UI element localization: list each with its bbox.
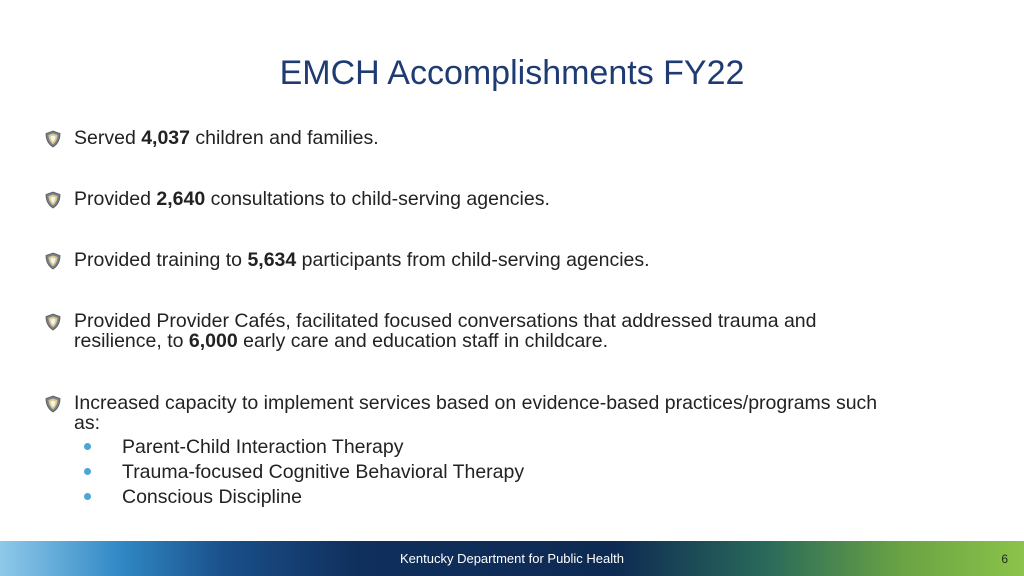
footer-bar [0, 541, 1024, 576]
footer-text: Kentucky Department for Public Health [400, 551, 624, 566]
dot-icon [84, 468, 91, 475]
shield-icon [44, 130, 62, 148]
sub-bullet-text: Conscious Discipline [122, 486, 302, 508]
sub-bullet-item [84, 486, 302, 508]
bullet-text: Increased capacity to implement services based on evidence-based practices/programs such as: [74, 392, 878, 434]
bullet-item [44, 393, 974, 433]
bullet-item [44, 189, 974, 209]
bullet-text: Provided training to 5,634 participants from child-serving agencies. [74, 249, 650, 271]
page-number: 6 [1001, 552, 1008, 566]
sub-bullet-item [84, 461, 524, 483]
slide-title: EMCH Accomplishments FY22 [279, 54, 745, 92]
bullet-text: Provided 2,640 consultations to child-serving agencies. [74, 188, 550, 210]
bullet-text: Served 4,037 children and families. [74, 127, 379, 149]
sub-bullet-item [84, 436, 403, 458]
bullet-item [44, 311, 974, 351]
sub-bullet-text: Trauma-focused Cognitive Behavioral Therapy [122, 461, 525, 483]
bullet-item [44, 250, 974, 270]
shield-icon [44, 191, 62, 209]
shield-icon [44, 395, 62, 413]
shield-icon [44, 313, 62, 331]
shield-icon [44, 252, 62, 270]
dot-icon [84, 493, 91, 500]
sub-bullet-text: Parent-Child Interaction Therapy [122, 436, 404, 458]
bullet-text: Provided Provider Cafés, facilitated focused conversations that addressed trauma and resilience, to 6,000 early care and education staff in childcare. [74, 310, 817, 352]
bullet-item [44, 128, 974, 148]
dot-icon [84, 443, 91, 450]
